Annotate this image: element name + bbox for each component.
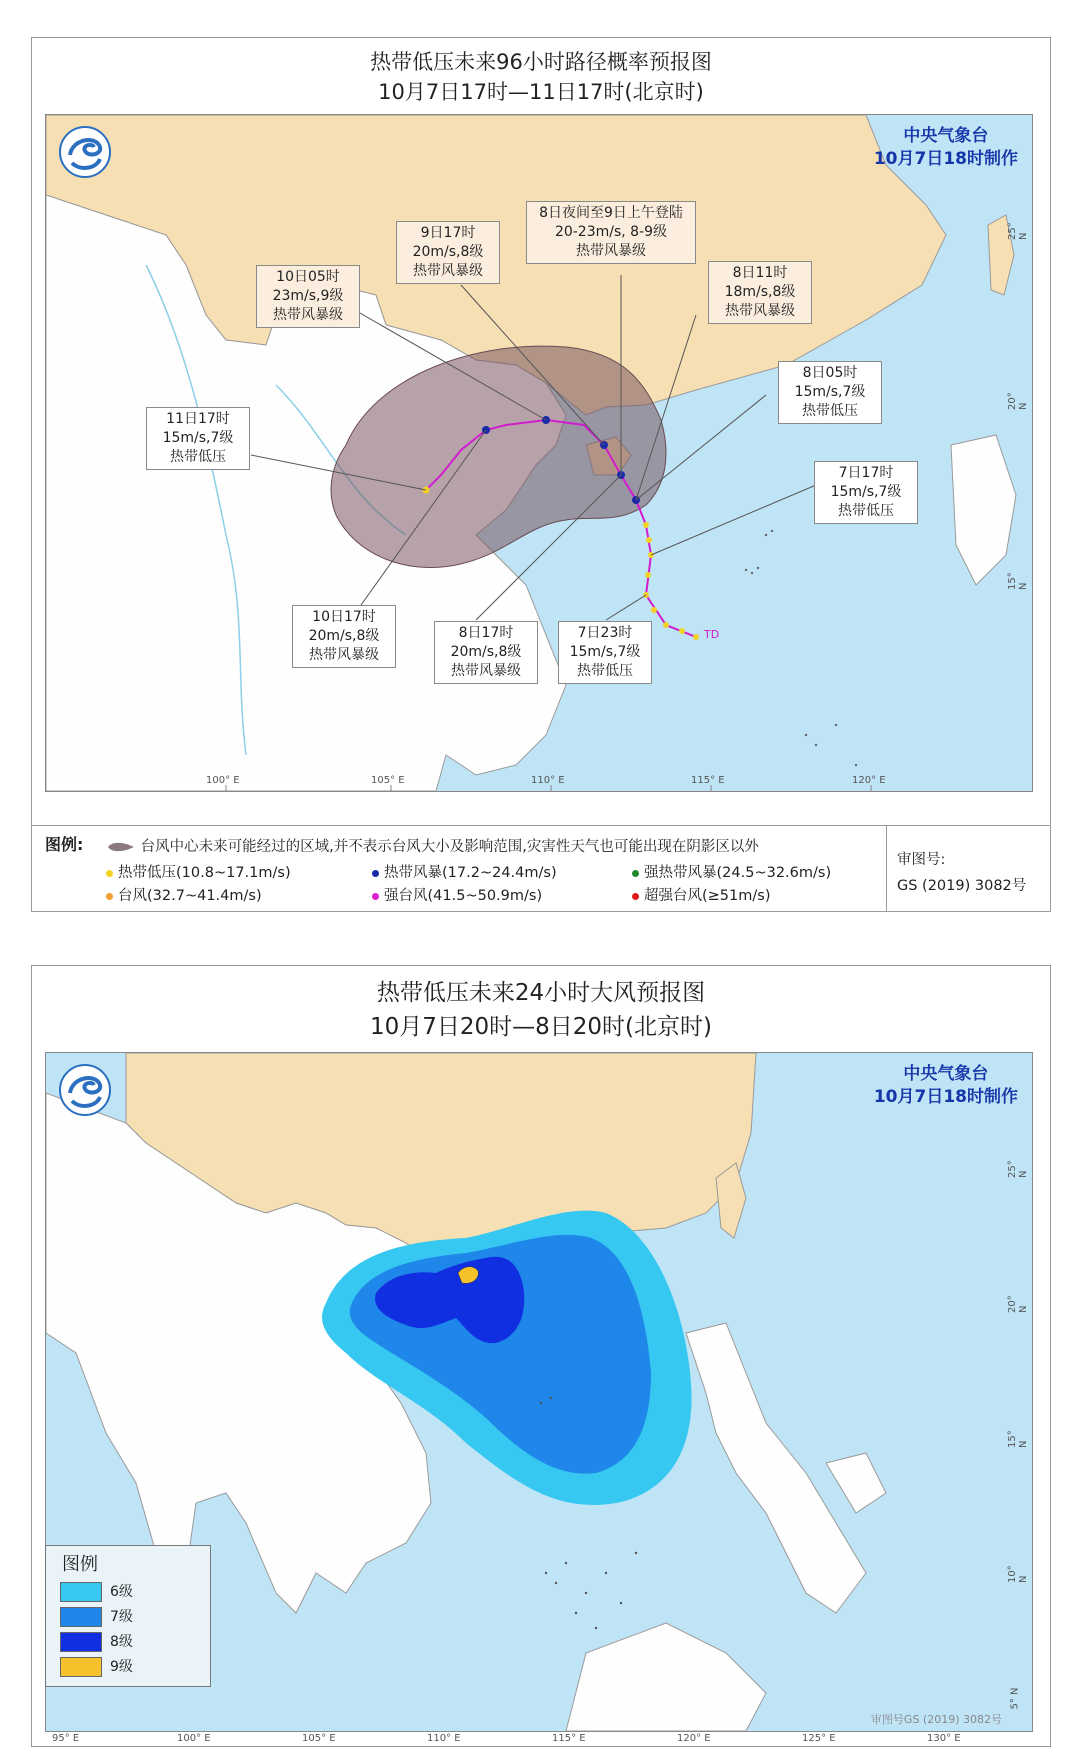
lon-tick: 115° E <box>552 1733 586 1744</box>
swatch-6-icon <box>60 1582 102 1602</box>
lon-tick: 115° E <box>691 775 725 786</box>
map1-subtitle: 10月7日17时—11日17时(北京时) <box>378 80 704 104</box>
lon-tick: 110° E <box>427 1733 461 1744</box>
blue-dot-icon <box>372 870 379 877</box>
lat-tick: 20° N <box>1007 392 1029 410</box>
lat-tick: 15° N <box>1007 572 1029 590</box>
callout-10d05: 10日05时 23m/s,9级 热带风暴级 <box>256 265 360 328</box>
swatch-9-icon <box>60 1657 102 1677</box>
wind-legend-title: 图例 <box>62 1554 98 1575</box>
red-dot-icon <box>632 893 639 900</box>
lon-tick: 120° E <box>677 1733 711 1744</box>
orange-dot-icon <box>106 893 113 900</box>
legend-item: 9级 <box>60 1657 133 1677</box>
lon-tick: 105° E <box>302 1733 336 1744</box>
legend-area-text: 台风中心未来可能经过的区域,并不表示台风大小及影响范围,灾害性天气也可能出现在阴影区以外 <box>140 839 759 855</box>
issue-time: 10月7日18时制作 <box>873 149 1018 169</box>
lat-tick: 25° N <box>1007 1160 1029 1178</box>
legend-item: 热带低压(10.8~17.1m/s) <box>106 861 291 882</box>
lon-tick: 110° E <box>531 775 565 786</box>
borneo-land <box>566 1623 766 1731</box>
review-number: GS (2019) 3082号 <box>897 878 1027 894</box>
swatch-7-icon <box>60 1607 102 1627</box>
lat-tick: 10° N <box>1007 1565 1029 1583</box>
map-review-stamp: 审图号GS (2019) 3082号 <box>870 1713 1002 1726</box>
lat-tick: 15° N <box>1007 1430 1029 1448</box>
cone-swatch-icon <box>106 841 136 853</box>
lon-tick: 130° E <box>927 1733 961 1744</box>
callout-9d17: 9日17时 20m/s,8级 热带风暴级 <box>396 221 500 284</box>
callout-8d05: 8日05时 15m/s,7级 热带低压 <box>778 361 882 424</box>
lat-tick: 25° N <box>1007 222 1029 240</box>
track-legend <box>32 825 1050 912</box>
legend-item: 超强台风(≥51m/s) <box>632 884 770 905</box>
lon-tick: 125° E <box>802 1733 836 1744</box>
agency-name: 中央气象台 <box>903 126 989 146</box>
yellow-dot-icon <box>106 870 113 877</box>
agency-stamp <box>874 1063 1018 1109</box>
lon-tick: 120° E <box>852 775 886 786</box>
swatch-8-icon <box>60 1632 102 1652</box>
callout-7d17: 7日17时 15m/s,7级 热带低压 <box>814 461 918 524</box>
track-forecast-map <box>45 114 1033 792</box>
track-forecast-panel <box>31 37 1051 912</box>
legend-item: 7级 <box>60 1607 133 1627</box>
lat-tick: 5° N <box>1009 1687 1021 1710</box>
callout-7d23: 7日23时 15m/s,7级 热带低压 <box>558 621 652 684</box>
legend-title: 图例: <box>45 835 84 854</box>
legend-item: 强台风(41.5~50.9m/s) <box>372 884 542 905</box>
lon-tick: 95° E <box>52 1733 80 1744</box>
callout-8d11: 8日11时 18m/s,8级 热带风暴级 <box>708 261 812 324</box>
lon-tick: 100° E <box>177 1733 211 1744</box>
green-dot-icon <box>632 870 639 877</box>
review-label: 审图号: <box>897 852 946 868</box>
magenta-dot-icon <box>372 893 379 900</box>
map1-title: 热带低压未来96小时路径概率预报图 <box>370 50 712 74</box>
lon-tick: 105° E <box>371 775 405 786</box>
callout-8d17: 8日17时 20m/s,8级 热带风暴级 <box>434 621 538 684</box>
map2-title: 热带低压未来24小时大风预报图 <box>376 980 706 1006</box>
callout-10d17: 10日17时 20m/s,8级 热带风暴级 <box>292 605 396 668</box>
map2-subtitle: 10月7日20时—8日20时(北京时) <box>369 1014 712 1040</box>
lon-tick: 100° E <box>206 775 240 786</box>
issue-time: 10月7日18时制作 <box>873 1087 1018 1107</box>
legend-item: 热带风暴(17.2~24.4m/s) <box>372 861 557 882</box>
td-label: TD <box>704 628 720 641</box>
legend-area-row <box>106 835 759 856</box>
legend-item: 台风(32.7~41.4m/s) <box>106 884 262 905</box>
callout-11d17: 11日17时 15m/s,7级 热带低压 <box>146 407 250 470</box>
wind-legend <box>45 1545 211 1687</box>
legend-item: 6级 <box>60 1582 133 1602</box>
legend-item: 8级 <box>60 1632 133 1652</box>
taiwan-land <box>716 1163 746 1238</box>
lat-tick: 20° N <box>1007 1295 1029 1313</box>
agency-name: 中央气象台 <box>903 1064 989 1084</box>
legend-item: 强热带风暴(24.5~32.6m/s) <box>632 861 831 882</box>
agency-stamp <box>874 125 1018 171</box>
review-number-box <box>886 826 1051 912</box>
callout-landfall: 8日夜间至9日上午登陆 20-23m/s, 8-9级 热带风暴级 <box>526 201 696 264</box>
